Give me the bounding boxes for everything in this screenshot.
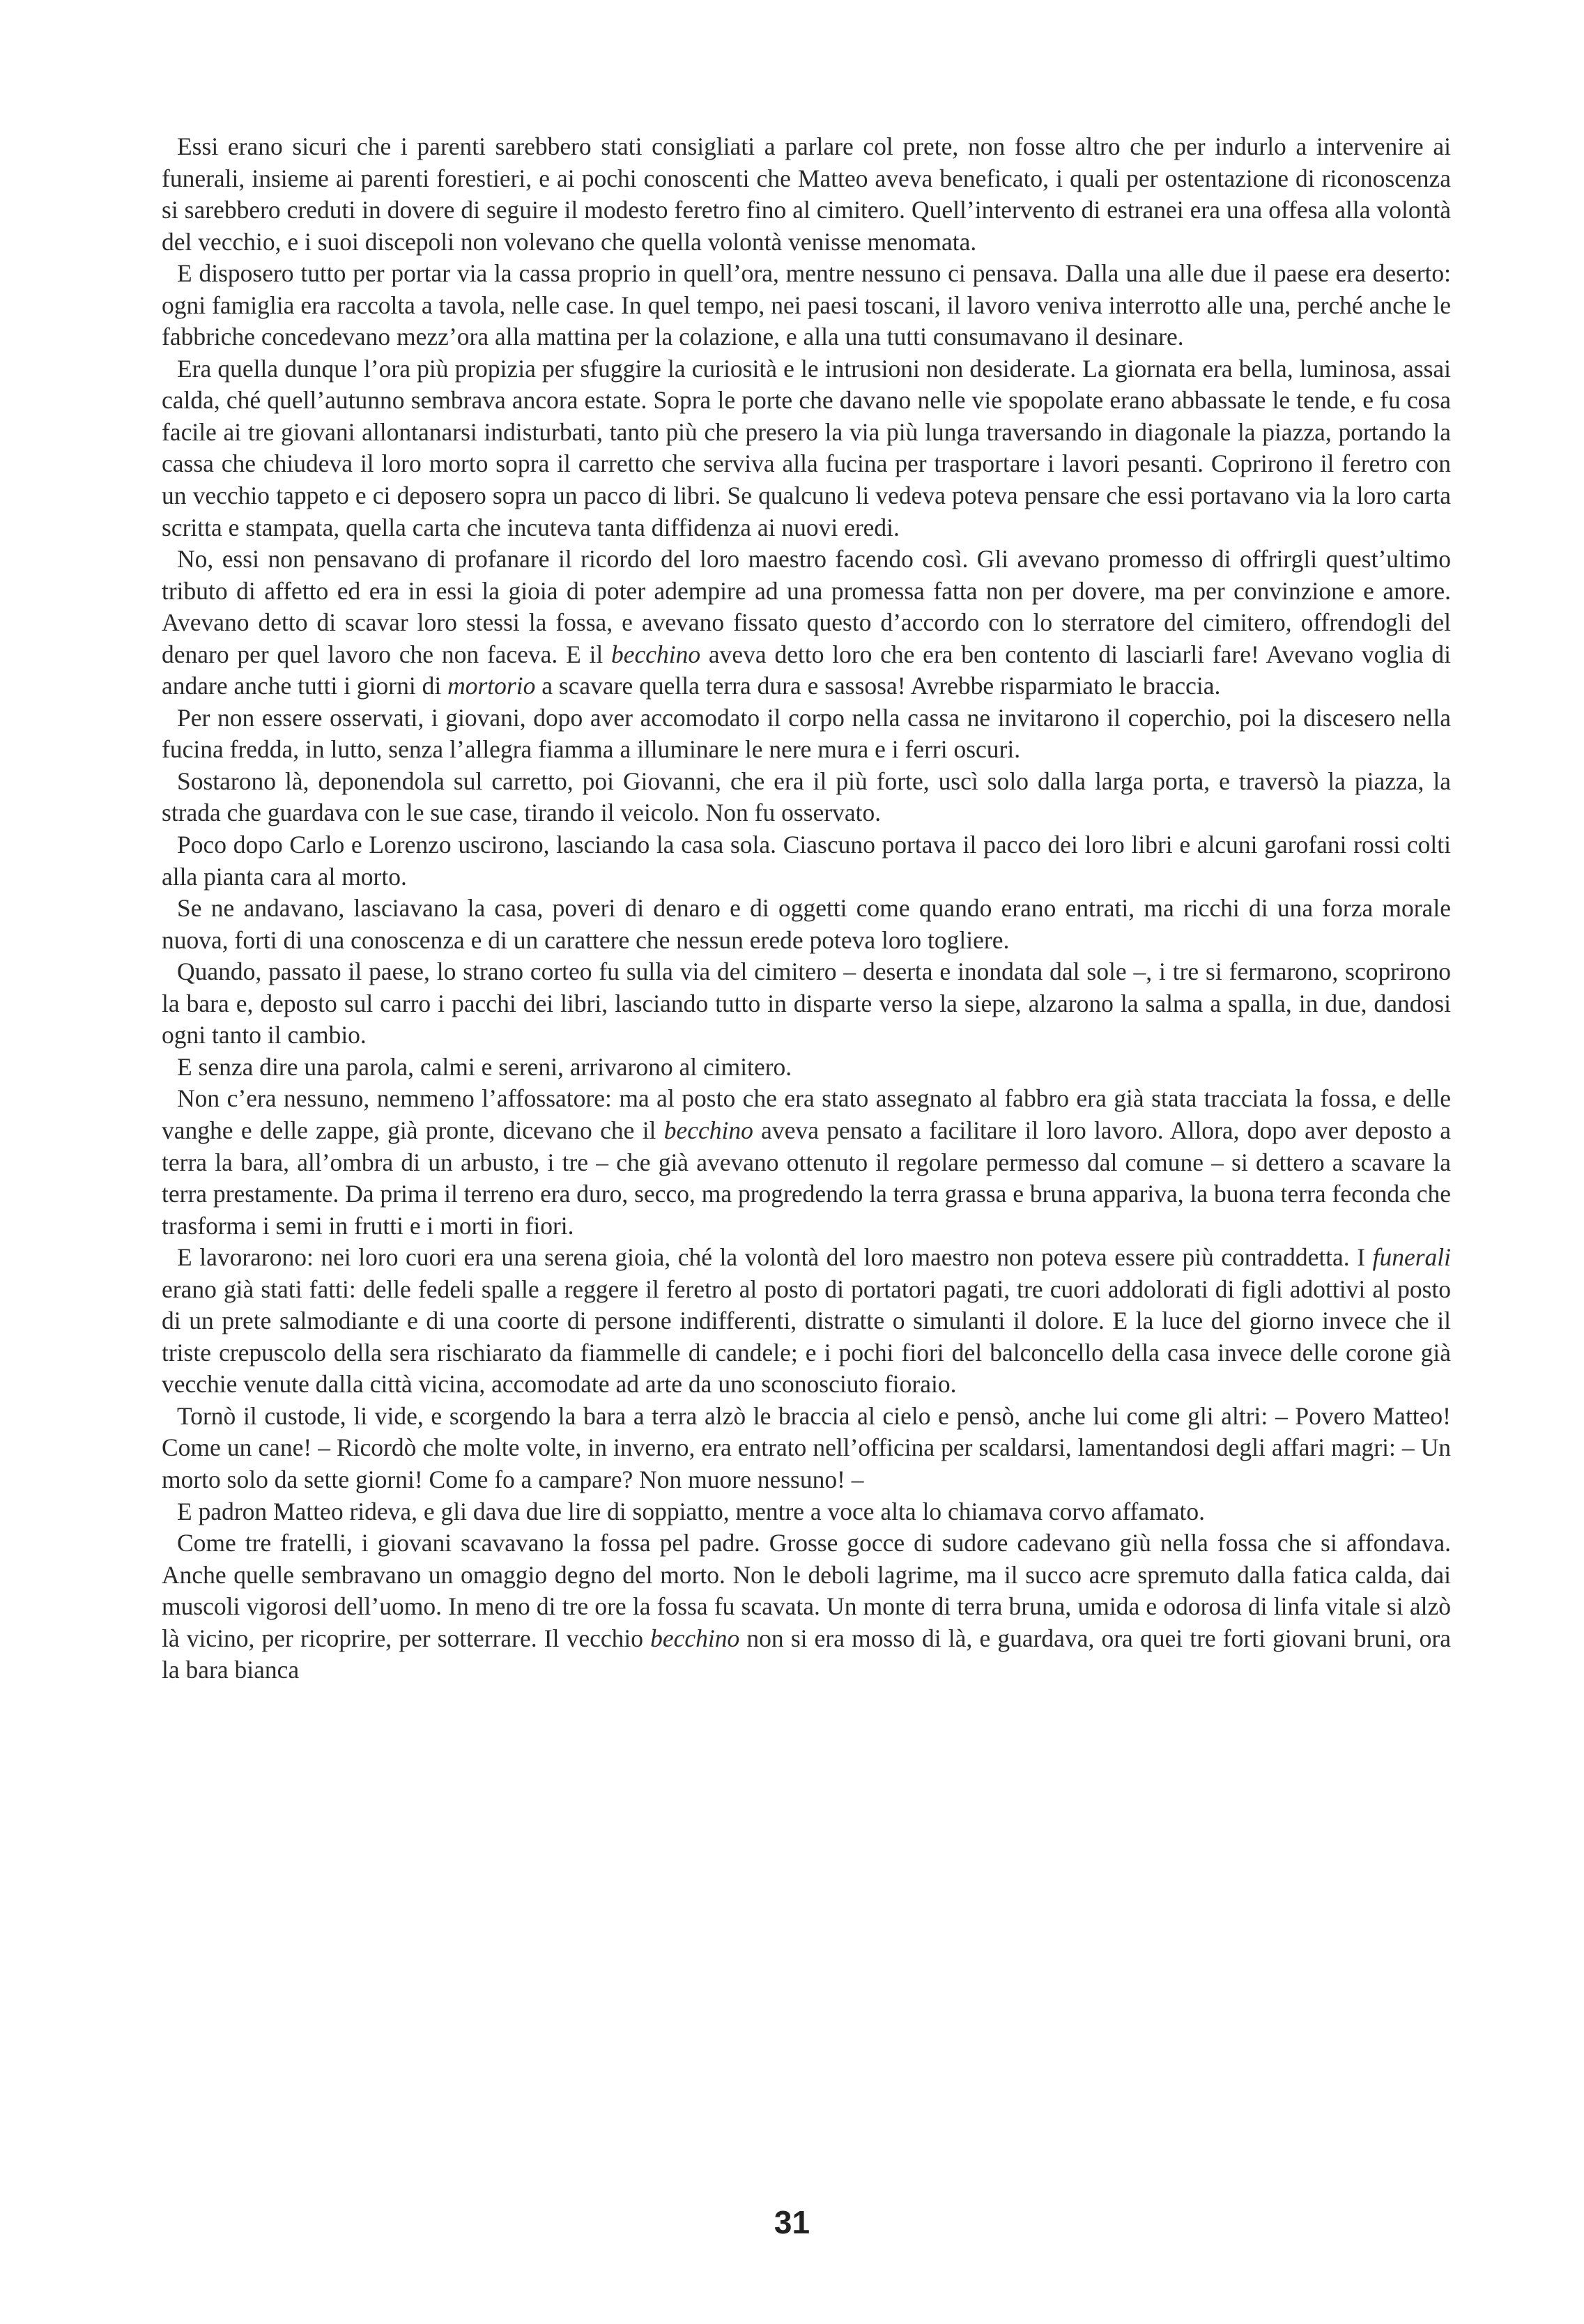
text-run: Non c’era nessuno, nemmeno l’affossatore: ma al posto che era stato assegnato al fabbro era già stata tracciata la fossa, e delle vanghe e delle zappe, già pronte, dicevano che il: [162, 1084, 1451, 1144]
paragraph: [162, 956, 1451, 1052]
paragraph: [162, 829, 1451, 893]
text-run: non si era mosso di là, e guardava, ora quei tre forti giovani bruni, ora la bara bianca: [162, 1624, 1452, 1684]
text-run: aveva detto loro che era ben contento di lasciarli fare! Avevano voglia di andare anche tutti i giorni di: [162, 640, 1451, 700]
paragraph: [162, 258, 1451, 353]
italic-text: becchino: [611, 640, 701, 668]
text-run: Quando, passato il paese, lo strano corteo fu sulla via del cimitero – deserta e inondata dal sole –, i tre si fermarono, scoprirono la bara e, deposto sul carro i pacchi dei libri, lasciando tutto in disparte verso la siepe, alzarono la salma a spalla, in due, dandosi ogni tanto il cambio.: [162, 957, 1451, 1049]
italic-text: becchino: [650, 1624, 740, 1652]
paragraph: [162, 1401, 1451, 1496]
italic-text: funerali: [1372, 1243, 1451, 1272]
text-run: erano già stati fatti: delle fedeli spalle a reggere il feretro al posto di portatori pagati, tre cuori addolorati di figli adottivi al posto di un prete salmodiante e di una coorte di persone indifferenti, distratte o simulanti il dolore. E la luce del giorno invece che il triste crepuscolo della sera rischiarato da fiammelle di candele; e i pochi fiori del balconcello della casa invece delle corone già vecchie venute dalla città vicina, accomodate ad arte da uno sconosciuto fioraio.: [162, 1275, 1451, 1399]
italic-text: becchino: [663, 1116, 753, 1144]
body-text: [162, 131, 1451, 1686]
text-run: Era quella dunque l’ora più propizia per sfuggire la curiosità e le intrusioni non desiderate. La giornata era bella, luminosa, assai calda, ché quell’autunno sembrava ancora estate. Sopra le porte che davano nelle vie spopolate erano abbassate le tende, e fu cosa facile ai tre giovani allontanarsi indisturbati, tanto più che presero la via più lunga traversando in diagonale la piazza, portando la cassa che chiudeva il loro morto sopra il carretto che serviva alla fucina per trasportare i lavori pesanti. Coprirono il feretro con un vecchio tappeto e ci deposero sopra un pacco di libri. Se qualcuno li vedeva poteva pensare che essi portavano via la loro carta scritta e stampata, quella carta che incuteva tanta diffidenza ai nuovi eredi.: [162, 354, 1451, 541]
text-run: aveva pensato a facilitare il loro lavoro. Allora, dopo aver deposto a terra la bara, all’ombra di un arbusto, i tre – che già avevano ottenuto il regolare permesso dal comune – si dettero a scavare la terra prestamente. Da prima il terreno era duro, secco, ma progredendo la terra grassa e bruna appariva, la buona terra feconda che trasforma i semi in frutti e i morti in fiori.: [162, 1116, 1452, 1240]
text-run: E lavorarono: nei loro cuori era una serena gioia, ché la volontà del loro maestro non poteva essere più contraddetta. I: [177, 1243, 1373, 1272]
paragraph: [162, 1083, 1451, 1242]
paragraph: [162, 544, 1451, 702]
text-run: E padron Matteo rideva, e gli dava due lire di soppiatto, mentre a voce alta lo chiamava corvo affamato.: [177, 1497, 1205, 1525]
paragraph: [162, 1052, 1451, 1084]
text-run: Tornò il custode, li vide, e scorgendo la bara a terra alzò le braccia al cielo e pensò, anche lui come gli altri: – Povero Matteo! Come un cane! – Ricordò che molte volte, in inverno, era entrato nell’officina per scaldarsi, lamentandosi degli affari magri: – Un morto solo da sette giorni! Come fo a campare? Non muore nessuno! –: [162, 1401, 1451, 1493]
paragraph: [162, 353, 1451, 544]
paragraph: [162, 1242, 1451, 1401]
text-run: a scavare quella terra dura e sassosa! Avrebbe risparmiato le braccia.: [535, 672, 1221, 700]
text-run: E disposero tutto per portar via la cassa proprio in quell’ora, mentre nessuno ci pensava. Dalla una alle due il paese era deserto: ogni famiglia era raccolta a tavola, nelle case. In quel tempo, nei paesi toscani, il lavoro veniva interrotto alle una, perché anche le fabbriche concedevano mezz’ora alla mattina per la colazione, e alla una tutti consumavano il desinare.: [162, 259, 1451, 351]
paragraph: [162, 893, 1451, 956]
text-run: Come tre fratelli, i giovani scavavano la fossa pel padre. Grosse gocce di sudore cadevano giù nella fossa che si affondava. Anche quelle sembravano un omaggio degno del morto. Non le deboli lagrime, ma il succo acre spremuto dalla fatica calda, dai muscoli vigorosi dell’uomo. In meno di tre ore la fossa fu scavata. Un monte di terra bruna, umida e odorosa di linfa vitale si alzò là vicino, per ricoprire, per sotterrare. Il vecchio: [162, 1529, 1451, 1652]
text-run: Poco dopo Carlo e Lorenzo uscirono, lasciando la casa sola. Ciascuno portava il pacco dei loro libri e alcuni garofani rossi colti alla pianta cara al morto.: [162, 831, 1451, 891]
italic-text: mortorio: [447, 672, 536, 700]
text-run: Essi erano sicuri che i parenti sarebbero stati consigliati a parlare col prete, non fosse altro che per indurlo a intervenire ai funerali, insieme ai parenti forestieri, e ai pochi conoscenti che Matteo aveva beneficato, i quali per ostentazione di riconoscenza si sarebbero creduti in dovere di seguire il modesto feretro fino al cimitero. Quell’intervento di estranei era una offesa alla volontà del vecchio, e i suoi discepoli non volevano che quella volontà venisse menomata.: [162, 132, 1451, 256]
text-run: Sostarono là, deponendola sul carretto, poi Giovanni, che era il più forte, uscì solo dalla larga porta, e traversò la piazza, la strada che guardava con le sue case, tirando il veicolo. Non fu osservato.: [162, 767, 1451, 827]
page-number: 31: [774, 2204, 810, 2240]
paragraph: [162, 702, 1451, 766]
text-run: No, essi non pensavano di profanare il ricordo del loro maestro facendo così. Gli avevano promesso di offrirgli quest’ultimo tributo di affetto ed era in essi la gioia di poter adempire ad una promessa fatta non per dovere, ma per convinzione e amore. Avevano detto di scavar loro stessi la fossa, e avevano fissato questo d’accordo con lo sterratore del cimitero, offrendogli del denaro per quel lavoro che non faceva. E il: [162, 545, 1451, 668]
paragraph: [162, 131, 1451, 258]
paragraph: [162, 1496, 1451, 1528]
text-run: E senza dire una parola, calmi e sereni, arrivarono al cimitero.: [177, 1052, 792, 1081]
text-run: Se ne andavano, lasciavano la casa, poveri di denaro e di oggetti come quando erano entrati, ma ricchi di una forza morale nuova, forti di una conoscenza e di un carattere che nessun erede poteva loro togliere.: [162, 894, 1451, 954]
paragraph: [162, 1527, 1451, 1686]
paragraph: [162, 766, 1451, 829]
text-run: Per non essere osservati, i giovani, dopo aver accomodato il corpo nella cassa ne invitarono il coperchio, poi la discesero nella fucina fredda, in lutto, senza l’allegra fiamma a illuminare le nere mura e i ferri oscuri.: [162, 703, 1451, 764]
